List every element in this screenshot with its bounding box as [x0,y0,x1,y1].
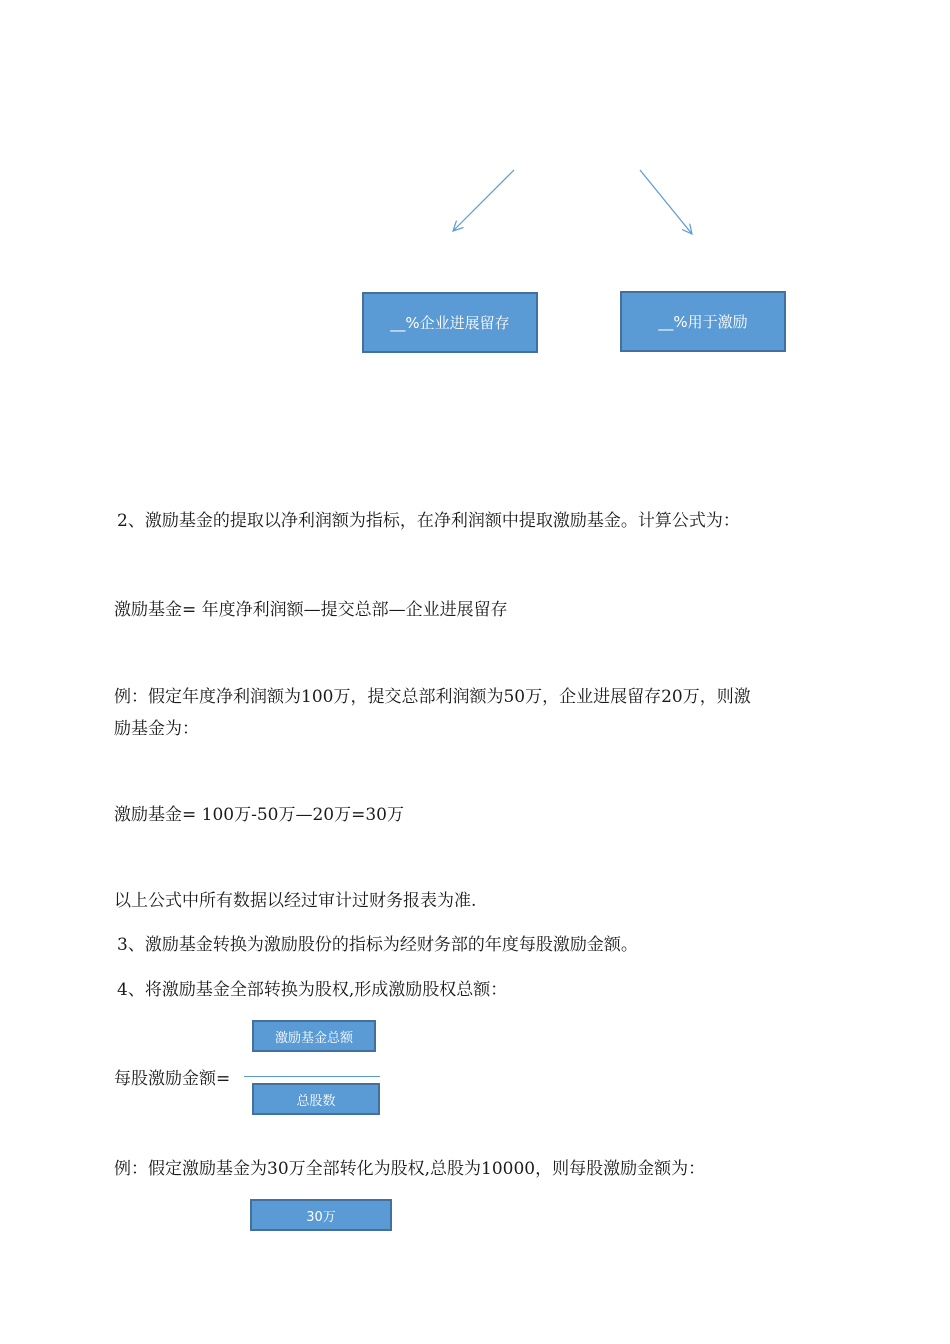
example-2: 例：假定激励基金为30万全部转化为股权,总股为10000，则每股激励金额为： [114,1159,706,1179]
retention-box: __%企业进展留存 [362,292,538,353]
fraction-denominator: 总股数 [252,1083,380,1115]
arrow-left [453,170,514,231]
fraction-bar [244,1076,380,1077]
diagram-arrows [0,0,950,300]
paragraph-2: 2、激励基金的提取以净利润额为指标，在净利润额中提取激励基金。计算公式为： [117,511,740,531]
incentive-box: __%用于激励 [620,291,786,352]
formula-example-result: 激励基金= 100万-50万—20万=30万 [114,805,404,825]
arrow-right [640,170,692,234]
audit-note: 以上公式中所有数据以经过审计过财务报表为准. [114,891,477,911]
example-1-line-1: 例：假定年度净利润额为100万，提交总部利润额为50万，企业进展留存20万，则激 [114,687,751,707]
paragraph-4: 4、将激励基金全部转换为股权,形成激励股权总额： [117,980,508,1000]
per-share-label: 每股激励金额= [114,1069,231,1089]
example-1-line-2: 励基金为： [114,719,199,739]
formula-incentive-fund: 激励基金= 年度净利润额—提交总部—企业进展留存 [114,600,508,620]
fraction-numerator: 激励基金总额 [252,1020,376,1052]
paragraph-3: 3、激励基金转换为激励股份的指标为经财务部的年度每股激励金额。 [117,935,638,955]
example-numerator: 30万 [250,1199,392,1231]
